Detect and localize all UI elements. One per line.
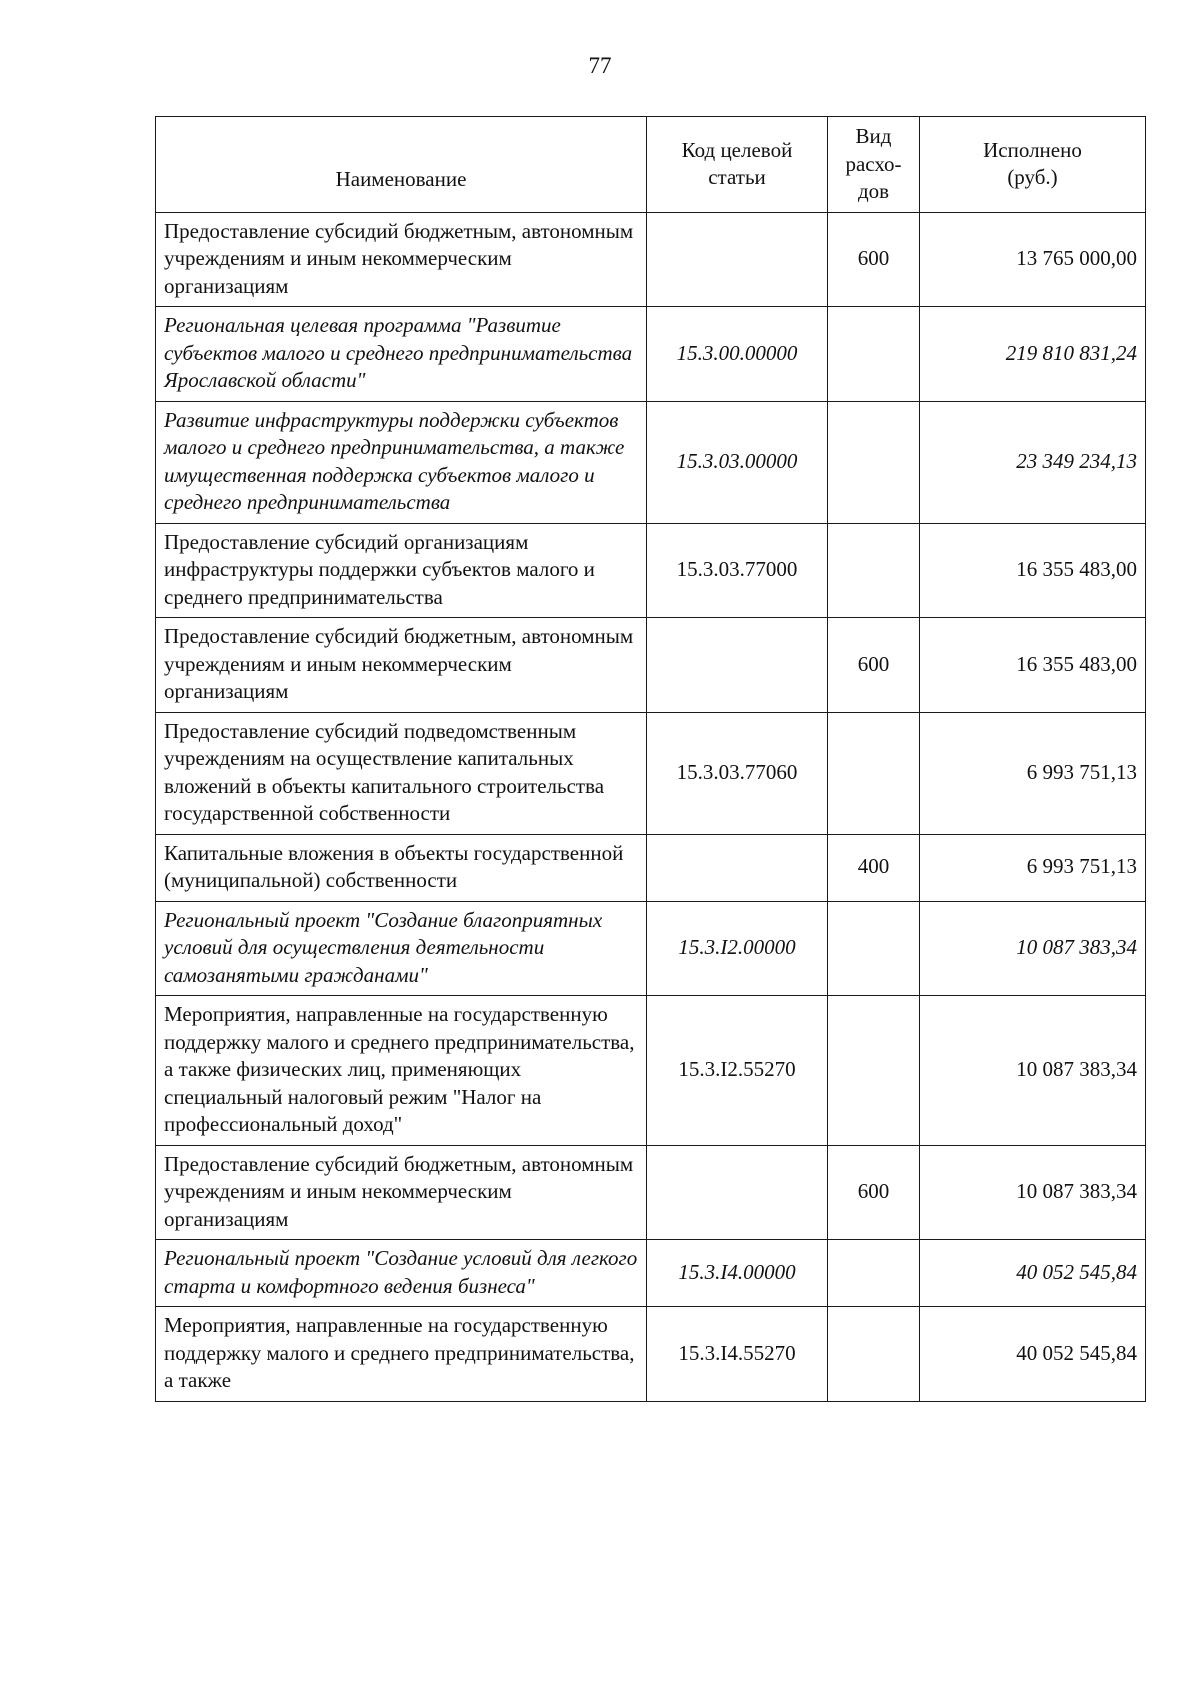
- cell-target-code: [647, 618, 828, 713]
- table-row: [156, 212, 1146, 307]
- cell-expense-type: [828, 401, 920, 523]
- cell-target-code: [647, 1145, 828, 1240]
- cell-name: Региональный проект "Создание условий для легкого старта и комфортного ведения бизнеса": [156, 1240, 647, 1307]
- cell-expense-type: [828, 901, 920, 996]
- table-row: [156, 1240, 1146, 1307]
- cell-executed-amount: 13 765 000,00: [920, 212, 1146, 307]
- cell-name: Предоставление субсидий организациям инфраструктуры поддержки субъектов малого и среднего предпринимательства: [156, 523, 647, 618]
- cell-executed-amount: 40 052 545,84: [920, 1307, 1146, 1402]
- header-executed: [920, 117, 1146, 213]
- cell-target-code: 15.3.03.77000: [647, 523, 828, 618]
- cell-target-code: [647, 212, 828, 307]
- table-row: [156, 996, 1146, 1146]
- table-row: [156, 834, 1146, 901]
- cell-name: Мероприятия, направленные на государственную поддержку малого и среднего предпринимательства, а также физических лиц, применяющих специальный налоговый режим "Налог на профессиональный доход": [156, 996, 647, 1146]
- cell-name: Предоставление субсидий бюджетным, автономным учреждениям и иным некоммерческим организациям: [156, 1145, 647, 1240]
- header-type-line: расхо-: [845, 151, 902, 176]
- cell-target-code: 15.3.00.00000: [647, 307, 828, 402]
- header-code-line: статьи: [708, 165, 766, 190]
- cell-expense-type: [828, 1240, 920, 1307]
- cell-target-code: 15.3.I2.00000: [647, 901, 828, 996]
- cell-expense-type: [828, 996, 920, 1146]
- cell-target-code: 15.3.I4.00000: [647, 1240, 828, 1307]
- cell-name: Предоставление субсидий бюджетным, автономным учреждениям и иным некоммерческим организациям: [156, 618, 647, 713]
- cell-target-code: 15.3.I4.55270: [647, 1307, 828, 1402]
- cell-expense-type: 400: [828, 834, 920, 901]
- header-sum-line: (руб.): [1007, 165, 1058, 190]
- table-row: [156, 901, 1146, 996]
- cell-name: Региональная целевая программа "Развитие субъектов малого и среднего предпринимательства Ярославской области": [156, 307, 647, 402]
- cell-executed-amount: 10 087 383,34: [920, 901, 1146, 996]
- cell-expense-type: [828, 1307, 920, 1402]
- cell-executed-amount: 6 993 751,13: [920, 712, 1146, 834]
- cell-target-code: 15.3.I2.55270: [647, 996, 828, 1146]
- cell-executed-amount: 16 355 483,00: [920, 618, 1146, 713]
- cell-expense-type: 600: [828, 1145, 920, 1240]
- cell-name: Капитальные вложения в объекты государственной (муниципальной) собственности: [156, 834, 647, 901]
- table-row: [156, 618, 1146, 713]
- cell-executed-amount: 23 349 234,13: [920, 401, 1146, 523]
- cell-expense-type: [828, 712, 920, 834]
- header-type-line: дов: [857, 179, 890, 203]
- header-name: Наименование: [156, 117, 647, 213]
- table-row: [156, 1307, 1146, 1402]
- cell-executed-amount: 16 355 483,00: [920, 523, 1146, 618]
- cell-target-code: 15.3.03.00000: [647, 401, 828, 523]
- table-body: [156, 212, 1146, 1401]
- cell-expense-type: [828, 307, 920, 402]
- table-row: [156, 1145, 1146, 1240]
- cell-name: Предоставление субсидий бюджетным, автономным учреждениям и иным некоммерческим организациям: [156, 212, 647, 307]
- page-number: 77: [588, 53, 612, 78]
- cell-executed-amount: 40 052 545,84: [920, 1240, 1146, 1307]
- cell-name: Предоставление субсидий подведомственным учреждениям на осуществление капитальных вложений в объекты капитального строительства государственной собственности: [156, 712, 647, 834]
- cell-executed-amount: 10 087 383,34: [920, 996, 1146, 1146]
- header-sum-line: Исполнено: [983, 137, 1082, 162]
- cell-expense-type: [828, 523, 920, 618]
- cell-name: Развитие инфраструктуры поддержки субъектов малого и среднего предпринимательства, а также имущественная поддержка субъектов малого и среднего предпринимательства: [156, 401, 647, 523]
- header-code: [647, 117, 828, 213]
- cell-executed-amount: 6 993 751,13: [920, 834, 1146, 901]
- header-expense-type: [828, 117, 920, 213]
- cell-target-code: 15.3.03.77060: [647, 712, 828, 834]
- cell-expense-type: 600: [828, 618, 920, 713]
- table-row: [156, 401, 1146, 523]
- header-row: [156, 117, 1146, 213]
- header-code-line: Код целевой: [681, 137, 793, 162]
- table-row: [156, 307, 1146, 402]
- cell-name: Мероприятия, направленные на государственную поддержку малого и среднего предпринимательства, а также: [156, 1307, 647, 1402]
- cell-executed-amount: 219 810 831,24: [920, 307, 1146, 402]
- header-type-line: Вид: [855, 124, 892, 148]
- table-row: [156, 523, 1146, 618]
- cell-target-code: [647, 834, 828, 901]
- table-header: [156, 117, 1146, 213]
- table-row: [156, 712, 1146, 834]
- cell-name: Региональный проект "Создание благоприятных условий для осуществления деятельности самозанятыми гражданами": [156, 901, 647, 996]
- cell-expense-type: 600: [828, 212, 920, 307]
- cell-executed-amount: 10 087 383,34: [920, 1145, 1146, 1240]
- budget-execution-table: [155, 116, 1146, 1402]
